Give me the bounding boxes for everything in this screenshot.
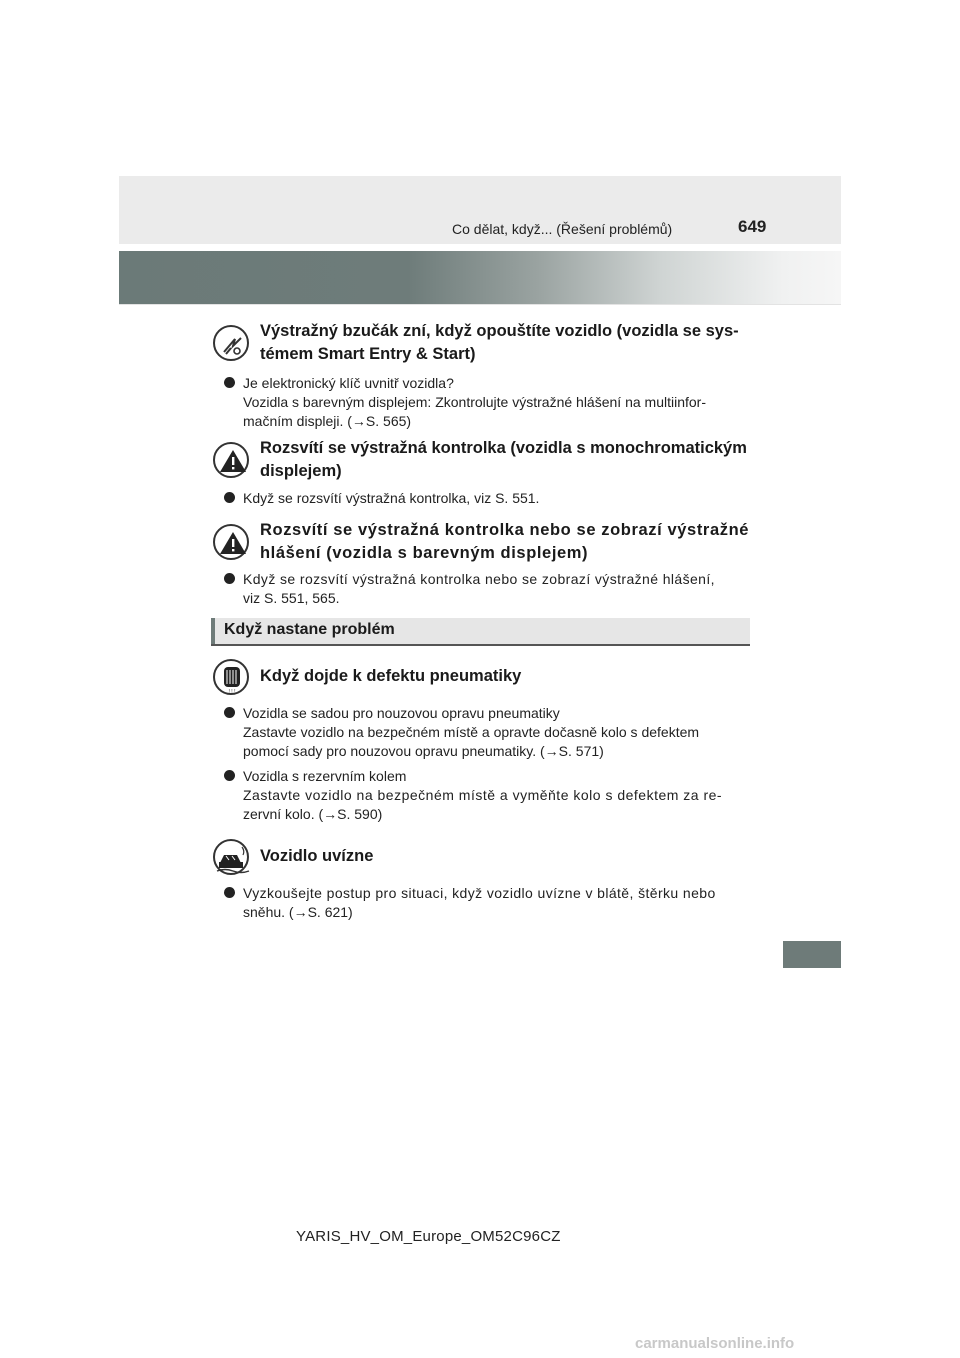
heading-stuck-vehicle: Vozidlo uvízne [260,847,374,865]
stuck-car-icon [213,839,249,875]
bullet-icon [224,573,235,584]
heading-buzzer: Výstražný bzučák zní, když opouštíte vozidlo (vozidla se sys- témem Smart Entry & Start) [260,322,739,363]
heading-flat-tire: Když dojde k defektu pneumatiky [260,667,522,685]
list-item: Je elektronický klíč uvnitř vozidla? Vozidla s barevným displejem: Zkontrolujte výstražné hlášení na multiinfor- mačním displeji. (→S. 565) [222,374,750,431]
list-item: Vyzkoušejte postup pro situaci, když vozidlo uvízne v blátě, štěrku nebo sněhu. (→S. 621) [222,884,750,922]
list-item: Když se rozsvítí výstražná kontrolka nebo se zobrazí výstražné hlášení, viz S. 551, 565. [222,570,750,608]
bullet-icon [224,887,235,898]
section-title: Když nastane problém [224,621,395,638]
document-code: YARIS_HV_OM_Europe_OM52C96CZ [296,1228,561,1245]
page-number: 649 [738,217,767,236]
buzzer-icon [213,325,249,361]
section-header [211,618,750,646]
list-item: Když se rozsvítí výstražná kontrolka, viz S. 551. [222,489,750,508]
watermark: carmanualsonline.info [635,1335,795,1352]
heading-warning-color: Rozsvítí se výstražná kontrolka nebo se zobrazí výstražné hlášení (vozidla s barevným displejem) [260,521,750,562]
bullet-icon [224,492,235,503]
warning-triangle-icon [213,524,249,560]
svg-text:! ! !: ! ! ! [228,689,236,695]
bullet-icon [224,770,235,781]
bullet-icon [224,377,235,388]
chapter-tab [783,941,841,968]
decorative-band [119,251,841,304]
heading-warning-mono: Rozsvítí se výstražná kontrolka (vozidla s monochromatickým displejem) [260,439,747,480]
divider [119,304,841,305]
bullet-icon [224,707,235,718]
section-title: Co dělat, když... (Řešení problémů) [452,221,673,237]
list-item: Vozidla s rezervním kolem Zastavte vozidlo na bezpečném místě a vyměňte kolo s defektem za re- zervní kolo. (→S. 590) [222,767,750,824]
section-accent [211,618,215,644]
warning-triangle-icon [213,442,249,478]
list-item: Vozidla se sadou pro nouzovou opravu pneumatiky Zastavte vozidlo na bezpečném místě a opravte dočasně kolo s defektem pomocí sady pro nouzovou opravu pneumatiky. (→S. 571) [222,704,750,761]
flat-tire-icon [213,659,249,695]
